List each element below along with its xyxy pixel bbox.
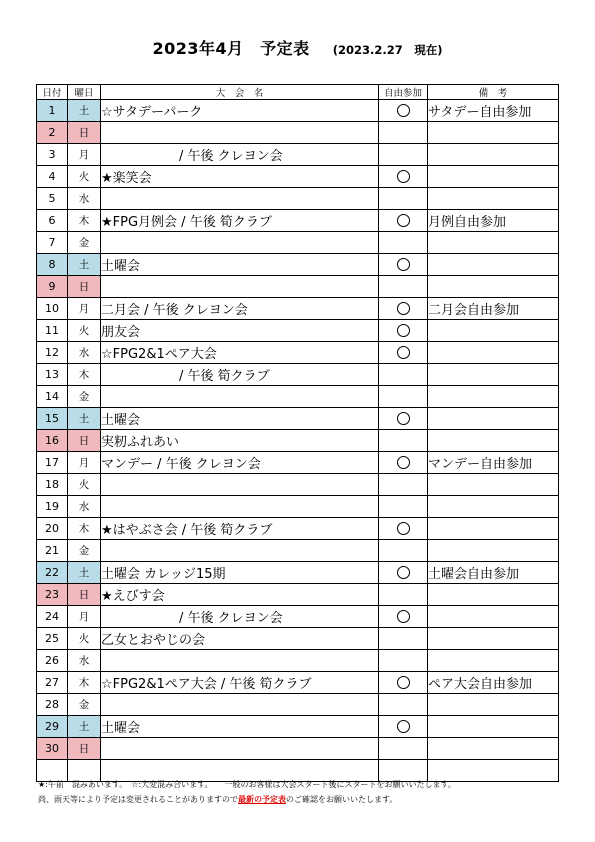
weekday-cell: 日 [68,430,101,452]
event-name-cell: 土曜会 [101,716,379,738]
table-row [37,738,559,760]
date-cell: 19 [37,496,68,518]
free-participation-mark [397,104,410,117]
table-row [37,210,559,232]
table-row [37,386,559,408]
event-name-cell [101,276,379,298]
weekday-cell: 月 [68,452,101,474]
note-cell [428,276,559,298]
weekday-cell: 日 [68,584,101,606]
footer-notice [38,794,397,805]
free-participation-mark [397,214,410,227]
weekday-cell: 金 [68,232,101,254]
column-header-free: 自由参加 [379,85,428,100]
date-cell: 5 [37,188,68,210]
table-row [37,474,559,496]
table-row [37,430,559,452]
weekday-cell: 水 [68,188,101,210]
free-participation-cell [379,496,428,518]
date-cell: 10 [37,298,68,320]
table-row [37,188,559,210]
column-header-date: 日付 [37,85,68,100]
date-cell: 28 [37,694,68,716]
date-cell: 13 [37,364,68,386]
date-cell: 7 [37,232,68,254]
date-cell: 14 [37,386,68,408]
date-cell: 11 [37,320,68,342]
free-participation-cell [379,716,428,738]
event-name-cell: 土曜会 カレッジ15期 [101,562,379,584]
free-participation-cell [379,518,428,540]
event-name-cell: ☆FPG2&1ペア大会 [101,342,379,364]
note-cell [428,188,559,210]
note-cell [428,364,559,386]
date-cell: 30 [37,738,68,760]
note-cell [428,166,559,188]
event-name-cell [101,738,379,760]
date-cell: 9 [37,276,68,298]
footer-notice-text: 尚、雨天等により予定は変更されることがありますので [38,795,238,804]
date-cell: 15 [37,408,68,430]
event-name-cell: ★えびす会 [101,584,379,606]
note-cell [428,584,559,606]
weekday-cell: 日 [68,276,101,298]
note-cell [428,496,559,518]
weekday-cell: 日 [68,738,101,760]
event-name-cell [101,540,379,562]
table-row [37,298,559,320]
weekday-cell: 火 [68,628,101,650]
event-name-cell: 土曜会 [101,408,379,430]
free-participation-cell [379,320,428,342]
date-cell: 23 [37,584,68,606]
free-participation-cell [379,364,428,386]
column-header-event: 大 会 名 [101,85,379,100]
note-cell: 二月会自由参加 [428,298,559,320]
date-cell: 17 [37,452,68,474]
free-participation-cell [379,254,428,276]
event-name-cell: ☆FPG2&1ペア大会 / 午後 筍クラブ [101,672,379,694]
free-participation-cell [379,386,428,408]
table-row [37,166,559,188]
weekday-cell: 土 [68,100,101,122]
note-cell [428,606,559,628]
weekday-cell: 土 [68,254,101,276]
column-header-note: 備 考 [428,85,559,100]
weekday-cell: 木 [68,210,101,232]
weekday-cell: 木 [68,672,101,694]
free-participation-cell [379,738,428,760]
date-cell: 16 [37,430,68,452]
free-participation-mark [397,412,410,425]
note-cell [428,628,559,650]
date-cell: 2 [37,122,68,144]
date-cell: 29 [37,716,68,738]
free-participation-cell [379,628,428,650]
note-cell [428,320,559,342]
note-cell: ペア大会自由参加 [428,672,559,694]
table-row [37,342,559,364]
column-header-dow: 曜日 [68,85,101,100]
page-title [0,36,595,59]
updated-date: (2023.2.27 現在) [332,43,443,57]
weekday-cell: 金 [68,694,101,716]
free-participation-cell [379,540,428,562]
weekday-cell: 木 [68,518,101,540]
free-participation-mark [397,324,410,337]
weekday-cell: 水 [68,650,101,672]
date-cell: 22 [37,562,68,584]
table-row [37,254,559,276]
schedule-table [36,84,559,782]
free-participation-cell [379,474,428,496]
footer-notice-text-end: のご確認をお願いいたします。 [286,795,398,804]
free-participation-cell [379,144,428,166]
weekday-cell: 木 [68,364,101,386]
table-row [37,496,559,518]
note-cell [428,430,559,452]
event-name-cell: マンデー / 午後 クレヨン会 [101,452,379,474]
table-row [37,606,559,628]
table-row [37,122,559,144]
event-name-cell [101,232,379,254]
event-name-cell: / 午後 クレヨン会 [101,606,379,628]
event-name-cell: / 午後 筍クラブ [101,364,379,386]
date-cell: 27 [37,672,68,694]
event-name-cell [101,474,379,496]
free-participation-mark [397,258,410,271]
event-name-cell: ★はやぶさ会 / 午後 筍クラブ [101,518,379,540]
latest-schedule-link[interactable]: 最新の予定表 [238,795,286,804]
event-name-cell: 乙女とおやじの会 [101,628,379,650]
free-participation-cell [379,122,428,144]
free-participation-mark [397,302,410,315]
date-cell: 21 [37,540,68,562]
note-cell [428,232,559,254]
event-name-cell [101,386,379,408]
weekday-cell: 金 [68,540,101,562]
free-participation-cell [379,650,428,672]
weekday-cell: 火 [68,474,101,496]
free-participation-cell [379,430,428,452]
free-participation-mark [397,456,410,469]
free-participation-mark [397,676,410,689]
free-participation-cell [379,562,428,584]
free-participation-cell [379,298,428,320]
date-cell: 24 [37,606,68,628]
table-row [37,672,559,694]
free-participation-mark [397,720,410,733]
note-cell [428,122,559,144]
weekday-cell: 月 [68,144,101,166]
event-name-cell [101,122,379,144]
note-cell [428,650,559,672]
table-row [37,364,559,386]
note-cell [428,518,559,540]
event-name-cell: / 午後 クレヨン会 [101,144,379,166]
weekday-cell: 水 [68,496,101,518]
event-name-cell [101,694,379,716]
free-participation-cell [379,606,428,628]
note-cell [428,386,559,408]
table-row [37,320,559,342]
free-participation-cell [379,232,428,254]
event-name-cell: 土曜会 [101,254,379,276]
free-participation-mark [397,610,410,623]
note-cell [428,738,559,760]
table-row [37,518,559,540]
note-cell [428,408,559,430]
event-name-cell: ★FPG月例会 / 午後 筍クラブ [101,210,379,232]
event-name-cell: ★楽笑会 [101,166,379,188]
note-cell: 土曜会自由参加 [428,562,559,584]
event-name-cell [101,188,379,210]
weekday-cell: 火 [68,166,101,188]
weekday-cell: 金 [68,386,101,408]
note-cell [428,254,559,276]
free-participation-cell [379,166,428,188]
event-name-cell: 二月会 / 午後 クレヨン会 [101,298,379,320]
table-header-row [37,85,559,100]
table-row [37,584,559,606]
table-row [37,408,559,430]
weekday-cell: 日 [68,122,101,144]
date-cell: 20 [37,518,68,540]
schedule-title: 2023年4月 予定表 [152,39,310,58]
note-cell [428,694,559,716]
table-row [37,144,559,166]
date-cell: 26 [37,650,68,672]
date-cell: 6 [37,210,68,232]
table-row [37,650,559,672]
event-name-cell: 朋友会 [101,320,379,342]
weekday-cell: 火 [68,320,101,342]
free-participation-cell [379,276,428,298]
table-row [37,276,559,298]
note-cell [428,716,559,738]
date-cell: 18 [37,474,68,496]
event-name-cell: ☆サタデーパーク [101,100,379,122]
free-participation-cell [379,210,428,232]
note-cell [428,144,559,166]
note-cell: 月例自由参加 [428,210,559,232]
date-cell: 4 [37,166,68,188]
free-participation-cell [379,342,428,364]
free-participation-mark [397,522,410,535]
note-cell: サタデー自由参加 [428,100,559,122]
weekday-cell: 水 [68,342,101,364]
table-row [37,540,559,562]
note-cell [428,342,559,364]
weekday-cell: 土 [68,408,101,430]
table-row [37,452,559,474]
free-participation-cell [379,408,428,430]
date-cell: 1 [37,100,68,122]
table-row [37,100,559,122]
table-row [37,562,559,584]
free-participation-cell [379,100,428,122]
free-participation-cell [379,452,428,474]
weekday-cell: 土 [68,562,101,584]
event-name-cell [101,650,379,672]
weekday-cell: 月 [68,298,101,320]
note-cell [428,474,559,496]
date-cell: 12 [37,342,68,364]
event-name-cell [101,496,379,518]
free-participation-mark [397,346,410,359]
weekday-cell: 月 [68,606,101,628]
weekday-cell: 土 [68,716,101,738]
free-participation-mark [397,170,410,183]
free-participation-cell [379,188,428,210]
free-participation-cell [379,672,428,694]
table-row [37,716,559,738]
free-participation-cell [379,584,428,606]
date-cell: 3 [37,144,68,166]
note-cell [428,540,559,562]
footer-legend: ★:午前 混みあいます。 ☆:大変混み合います。 一般のお客様は大会スタート後にスタートをお願いいたします。 [38,780,456,789]
free-participation-mark [397,566,410,579]
date-cell: 8 [37,254,68,276]
free-participation-cell [379,694,428,716]
date-cell: 25 [37,628,68,650]
table-row [37,694,559,716]
note-cell: マンデー自由参加 [428,452,559,474]
table-row [37,628,559,650]
event-name-cell: 実籾ふれあい [101,430,379,452]
table-row [37,232,559,254]
